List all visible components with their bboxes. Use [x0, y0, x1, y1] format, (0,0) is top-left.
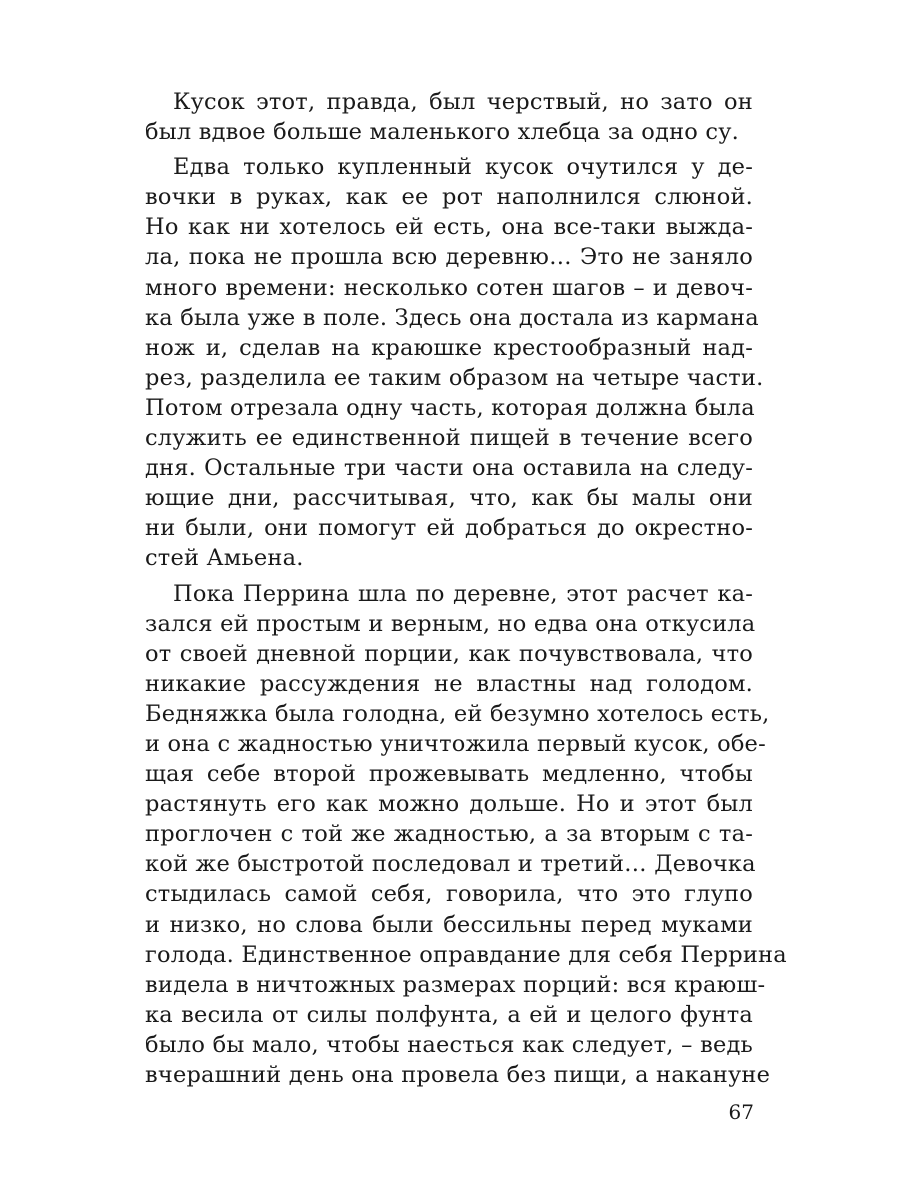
text-line: видела в ничтожных размерах порций: вся краюш-	[145, 971, 766, 998]
text-line: ющие дни, рассчитывая, что, как бы малы они	[145, 485, 753, 512]
text-line: ка была уже в поле. Здесь она достала из кармана	[145, 304, 759, 331]
text-line: растянуть его как можно дольше. Но и этот был	[145, 791, 753, 818]
text-line: вчерашний день она провела без пищи, а накануне	[145, 1062, 771, 1088]
paragraph-1	[145, 87, 753, 147]
text-line: стыдилась самой себя, говорила, что это глупо	[145, 881, 753, 908]
text-line: зался ей простым и верным, но едва она откусила	[145, 610, 756, 637]
text-line: проглочен с той же жадностью, а за вторым с та-	[145, 821, 753, 848]
text-line: нож и, сделав на краюшке крестообразный над-	[145, 334, 753, 361]
paragraph-2	[145, 152, 764, 573]
page-number: 67	[728, 1100, 754, 1124]
paragraph-3	[145, 579, 787, 1091]
text-line: Пока Перрина шла по деревне, этот расчет ка-	[173, 580, 753, 607]
text-line: Потом отрезала одну часть, которая должна была	[145, 394, 755, 421]
text-line: Едва только купленный кусок очутился у де-	[173, 154, 753, 181]
body-text	[145, 87, 787, 1090]
text-line: и низко, но слова были бессильны перед муками	[145, 911, 753, 938]
text-line: стей Амьена.	[145, 545, 304, 572]
text-line: голода. Единственное оправдание для себя Перрина	[145, 941, 787, 968]
text-line: было бы мало, чтобы наесться как следует, – ведь	[145, 1031, 753, 1058]
text-line: много времени: несколько сотен шагов – и девоч-	[145, 274, 753, 301]
text-line: рез, разделила ее таким образом на четыре части.	[145, 364, 764, 391]
text-line: служить ее единственной пищей в течение всего	[145, 425, 753, 452]
text-line: Кусок этот, правда, был черствый, но зато он	[173, 89, 753, 115]
text-line: ла, пока не прошла всю деревню… Это не заняло	[145, 244, 753, 271]
text-line: дня. Остальные три части она оставила на следу-	[145, 455, 753, 482]
text-line: вочки в руках, как ее рот наполнился слюной.	[145, 184, 753, 211]
text-line: никакие рассуждения не властны над голодом.	[145, 670, 753, 697]
text-line: и она с жадностью уничтожила первый кусок, обе-	[145, 730, 766, 757]
text-line: кой же быстротой последовал и третий… Девочка	[145, 851, 756, 878]
text-line: Бедняжка была голодна, ей безумно хотелось есть,	[145, 700, 770, 727]
text-line: ни были, они помогут ей добраться до окрестно-	[145, 515, 753, 542]
text-line: Но как ни хотелось ей есть, она все-таки выжда-	[145, 214, 753, 241]
text-line: щая себе второй прожевывать медленно, чтобы	[145, 761, 753, 788]
text-line: ка весила от силы полфунта, а ей и целого фунта	[145, 1001, 753, 1028]
text-line: от своей дневной порции, как почувствовала, что	[145, 640, 753, 667]
text-line: был вдвое больше маленького хлебца за одно су.	[145, 119, 739, 146]
